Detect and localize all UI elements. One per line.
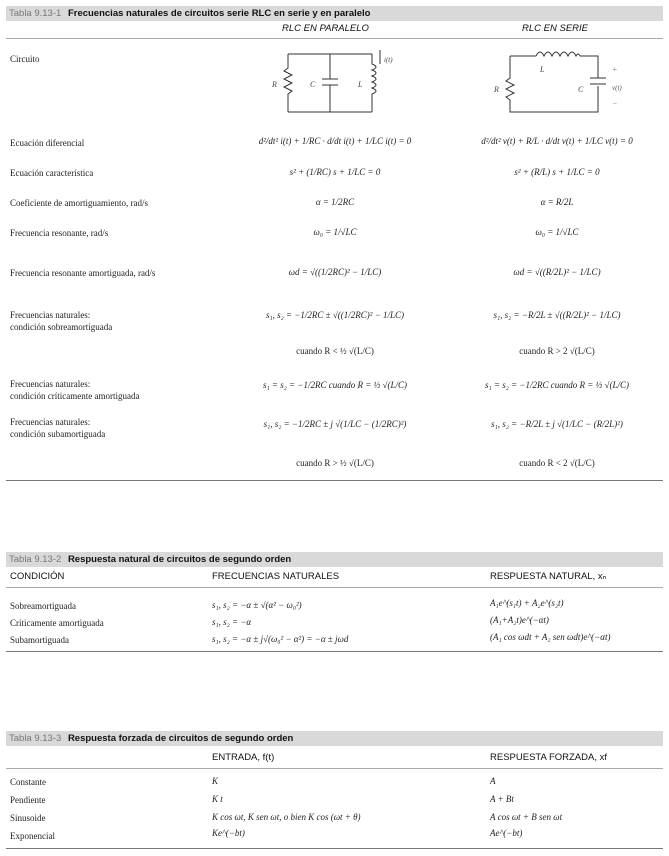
row-label-overdamped: Frecuencias naturales: condición sobreamortiguada	[10, 310, 113, 332]
row-label-char-eq: Ecuación característica	[10, 168, 94, 178]
table2-col-frequencies: FRECUENCIAS NATURALES	[212, 571, 340, 582]
parallel-underdamped-condition: cuando R > ½ √(L/C)	[296, 458, 374, 468]
table3-header	[6, 731, 663, 746]
table2-resp-1: (A₁+A₂t)e^(−αt)	[490, 615, 549, 625]
table1-header-rule	[6, 38, 663, 39]
table2-cond-0: Sobreamortiguada	[10, 601, 76, 611]
row-label-diff-eq: Ecuación diferencial	[10, 138, 85, 148]
series-overdamped-condition: cuando R > 2 √(L/C)	[519, 346, 595, 356]
table2-freq-2: s₁, s₂ = −α ± j√(ω₀² − α²) = −α ± jωd	[212, 634, 349, 644]
series-char-eq: s² + (R/L) s + 1/LC = 0	[514, 167, 600, 177]
table3-type-1: Pendiente	[10, 795, 46, 805]
series-critical: s₁ = s₂ = −1/2RC cuando R = ½ √(L/C)	[485, 380, 629, 390]
table3-input-1: K t	[212, 794, 223, 804]
row-label-damping: Coeficiente de amortiguamiento, rad/s	[10, 198, 148, 208]
table2-resp-0: A₁e^(s₁t) + A₂e^(s₂t)	[490, 598, 564, 608]
parallel-diff-eq: d²/dt² i(t) + 1/RC · d/dt i(t) + 1/LC i(t) = 0	[258, 136, 412, 146]
parallel-label-L: L	[358, 80, 363, 89]
table3-bottom-rule	[6, 848, 663, 849]
series-rlc-circuit	[488, 42, 648, 122]
table3-col-response: RESPUESTA FORZADA, xf	[490, 752, 608, 763]
table1-title: Frecuencias naturales de circuitos serie RLC en serie y en paralelo	[67, 8, 371, 19]
table2-col-condition: CONDICIÓN	[10, 571, 65, 582]
table3-header-rule	[6, 768, 663, 769]
row-label-damped-resonant: Frecuencia resonante amortiguada, rad/s	[10, 268, 156, 278]
table1-col-series: RLC EN SERIE	[522, 23, 588, 34]
table1-number: Tabla 9.13-1	[9, 8, 62, 19]
parallel-overdamped-condition: cuando R < ½ √(L/C)	[296, 346, 374, 356]
table3-resp-1: A + Bt	[490, 794, 514, 804]
parallel-damping: α = 1/2RC	[315, 197, 355, 207]
table1-header	[6, 6, 663, 21]
series-label-C: C	[578, 85, 584, 94]
series-overdamped: s₁, s₂ = −R/2L ± √((R/2L)² − 1/LC)	[493, 310, 621, 320]
parallel-overdamped: s₁, s₂ = −1/2RC ± √((1/2RC)² − 1/LC)	[265, 310, 405, 320]
row-label-underdamped: Frecuencias naturales: condición subamortiguada	[10, 417, 106, 439]
table2-cond-1: Críticamente amortiguada	[10, 618, 104, 628]
table3-type-2: Sinusoide	[10, 813, 46, 823]
table2-cond-2: Subamortiguada	[10, 635, 69, 645]
series-label-L: L	[540, 65, 545, 74]
parallel-underdamped: s₁, s₂ = −1/2RC ± j √(1/LC − (1/2RC)²)	[263, 419, 407, 429]
table3-title: Respuesta forzada de circuitos de segundo orden	[67, 733, 294, 744]
table3-col-input: ENTRADA, f(t)	[212, 752, 275, 763]
table3-type-0: Constante	[10, 777, 46, 787]
table1-col-parallel: RLC EN PARALELO	[282, 23, 369, 34]
parallel-critical: s₁ = s₂ = −1/2RC cuando R = ½ √(L/C)	[263, 380, 407, 390]
table3-resp-0: A	[490, 776, 496, 786]
table2-bottom-rule	[6, 651, 663, 652]
table2-freq-1: s₁, s₂ = −α	[212, 617, 252, 627]
table3-resp-3: Ae^(−bt)	[490, 828, 523, 838]
parallel-rlc-circuit	[260, 42, 400, 122]
row-label-critical: Frecuencias naturales: condición críticamente amortiguada	[10, 379, 140, 401]
table2-freq-0: s₁, s₂ = −α ± √(α² − ω₀²)	[212, 600, 302, 610]
series-damped-resonant: ωd = √((R/2L)² − 1/LC)	[513, 267, 601, 277]
parallel-damped-resonant: ωd = √((1/2RC)² − 1/LC)	[288, 267, 382, 277]
series-label-R: R	[494, 85, 499, 94]
series-underdamped-condition: cuando R < 2 √(L/C)	[519, 458, 595, 468]
table2-title: Respuesta natural de circuitos de segundo orden	[67, 554, 292, 565]
parallel-char-eq: s² + (1/RC) s + 1/LC = 0	[289, 167, 381, 177]
table3-input-3: Ke^(−bt)	[212, 828, 245, 838]
table3-input-2: K cos ωt, K sen ωt, o bien K cos (ωt + θ)	[212, 812, 361, 822]
table3-resp-2: A cos ωt + B sen ωt	[490, 812, 563, 822]
series-diff-eq: d²/dt² v(t) + R/L · d/dt v(t) + 1/LC v(t) = 0	[481, 136, 633, 146]
table3-number: Tabla 9.13-3	[9, 733, 62, 744]
parallel-resonant: ω₀ = 1/√LC	[313, 227, 357, 237]
parallel-label-i: i(t)	[384, 56, 393, 64]
row-label-resonant: Frecuencia resonante, rad/s	[10, 228, 109, 238]
row-label-circuit: Circuito	[10, 54, 40, 64]
series-resonant: ω₀ = 1/√LC	[535, 227, 579, 237]
table2-header	[6, 552, 663, 567]
table1-bottom-rule	[6, 480, 663, 481]
series-underdamped: s₁, s₂ = −R/2L ± j √(1/LC − (R/2L)²)	[491, 419, 623, 429]
table3-input-0: K	[212, 776, 219, 786]
series-damping: α = R/2L	[540, 197, 574, 207]
table2-header-rule	[6, 587, 663, 588]
series-label-minus: −	[612, 99, 618, 108]
parallel-label-R: R	[272, 80, 277, 89]
series-label-plus: +	[612, 65, 618, 74]
table3-type-3: Exponencial	[10, 831, 55, 841]
table2-resp-2: (A₁ cos ωdt + A₂ sen ωdt)e^(−αt)	[490, 632, 611, 642]
parallel-label-C: C	[310, 80, 316, 89]
table2-number: Tabla 9.13-2	[9, 554, 62, 565]
table2-col-response: RESPUESTA NATURAL, xₙ	[490, 571, 607, 582]
series-label-v: v(t)	[612, 84, 622, 92]
